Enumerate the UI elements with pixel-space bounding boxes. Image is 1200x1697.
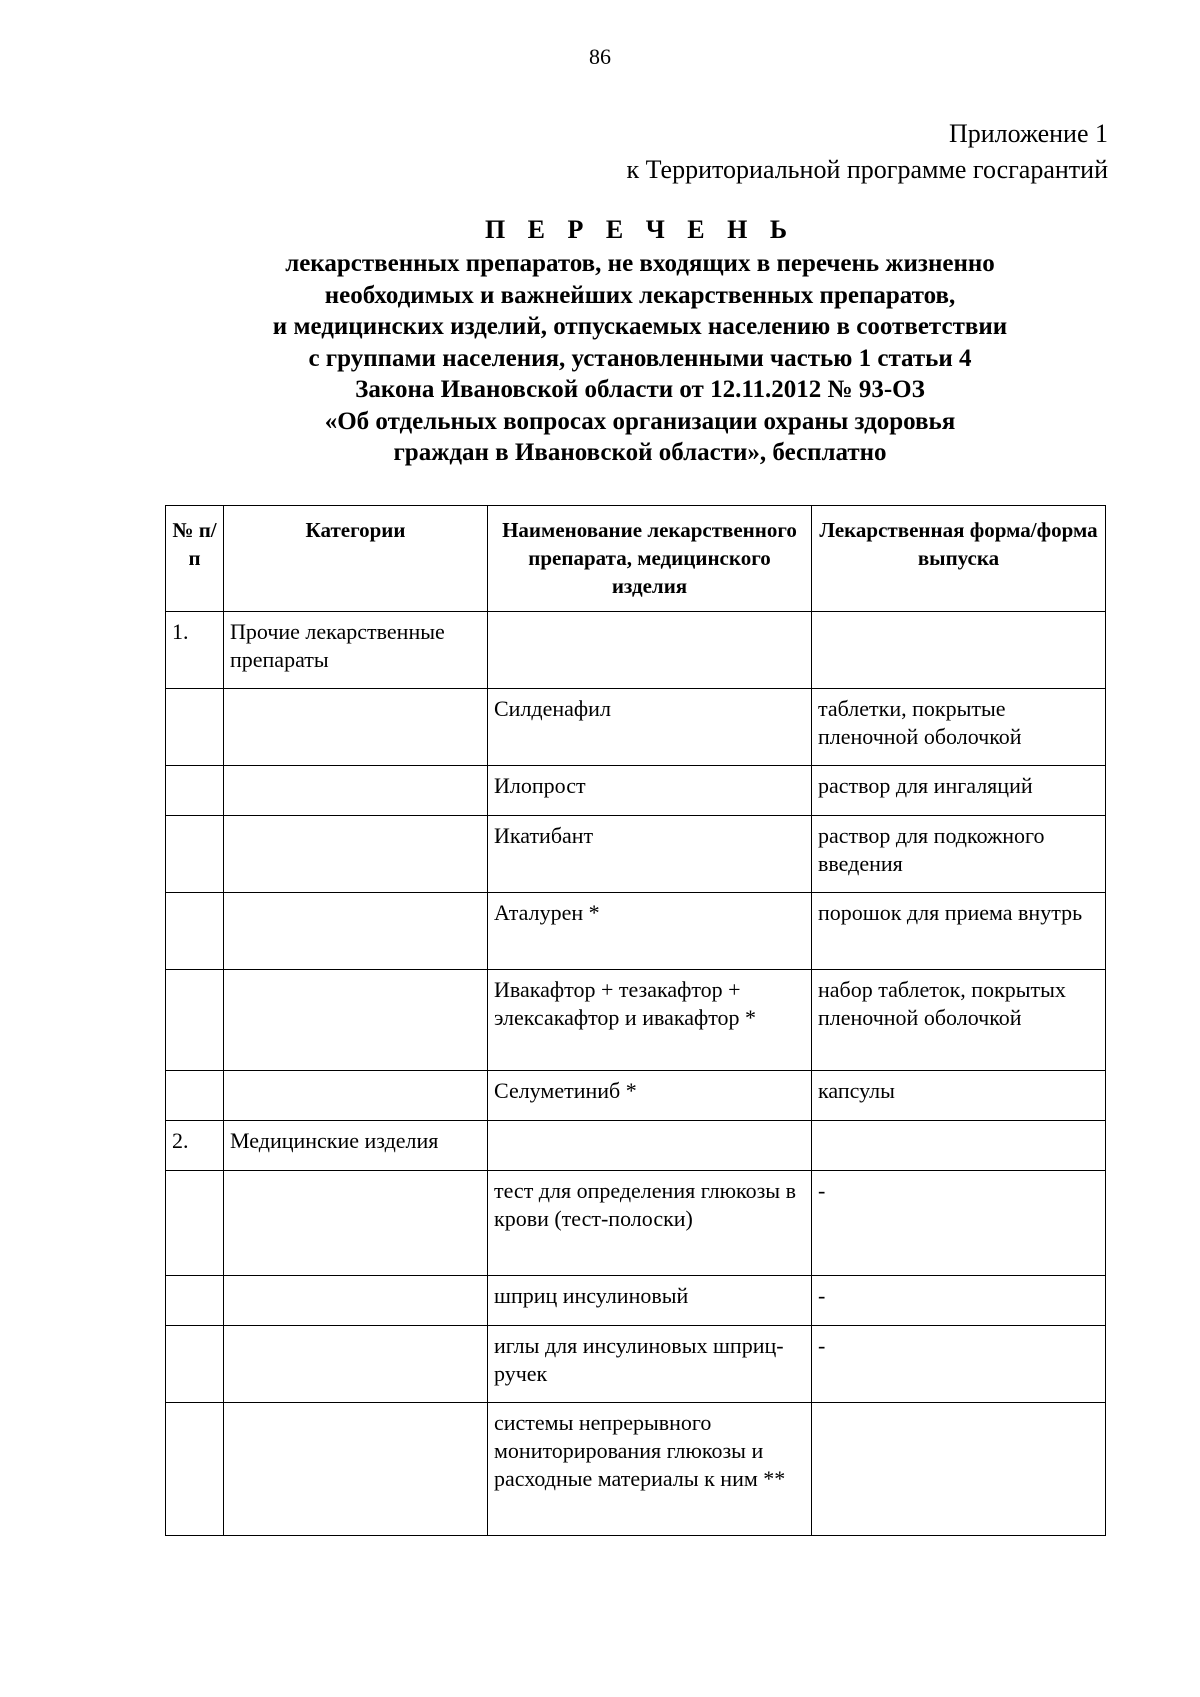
table-row — [166, 1071, 1106, 1121]
medicines-table — [165, 505, 1106, 1536]
cell-number: 2. — [166, 1121, 224, 1171]
cell-category — [224, 1403, 488, 1536]
header-form: Лекарственная форма/форма выпуска — [812, 506, 1106, 612]
cell-category: Прочие лекарственные препараты — [224, 612, 488, 689]
table-row — [166, 1326, 1106, 1403]
table-header-row — [166, 506, 1106, 612]
appendix-line-2: к Территориальной программе госгарантий — [626, 155, 1108, 184]
cell-category — [224, 1171, 488, 1276]
cell-category — [224, 970, 488, 1071]
cell-number — [166, 816, 224, 893]
header-name: Наименование лекарственного препарата, медицинского изделия — [488, 506, 812, 612]
cell-number — [166, 1276, 224, 1326]
table-row — [166, 893, 1106, 970]
title-line: с группами населения, установленными частью 1 статьи 4 — [308, 344, 972, 372]
cell-name: шприц инсулиновый — [488, 1276, 812, 1326]
cell-number — [166, 1171, 224, 1276]
cell-number — [166, 766, 224, 816]
cell-name: тест для определения глюкозы в крови (тест-полоски) — [488, 1171, 812, 1276]
cell-category: Медицинские изделия — [224, 1121, 488, 1171]
table-row — [166, 1121, 1106, 1171]
cell-name: Аталурен * — [488, 893, 812, 970]
cell-name: Ивакафтор + тезакафтор + элексакафтор и ивакафтор * — [488, 970, 812, 1071]
cell-name: системы непрерывного мониторирования глюкозы и расходные материалы к ним ** — [488, 1403, 812, 1536]
cell-form: порошок для приема внутрь — [812, 893, 1106, 970]
cell-form — [812, 1403, 1106, 1536]
cell-number — [166, 893, 224, 970]
cell-form: - — [812, 1276, 1106, 1326]
table-row — [166, 766, 1106, 816]
cell-name: Силденафил — [488, 689, 812, 766]
header-category: Категории — [224, 506, 488, 612]
cell-category — [224, 816, 488, 893]
cell-number: 1. — [166, 612, 224, 689]
cell-category — [224, 1071, 488, 1121]
table-row — [166, 1403, 1106, 1536]
table-row — [166, 970, 1106, 1071]
cell-form: таблетки, покрытые пленочной оболочкой — [812, 689, 1106, 766]
cell-form: раствор для ингаляций — [812, 766, 1106, 816]
cell-name — [488, 612, 812, 689]
cell-form: - — [812, 1171, 1106, 1276]
cell-number — [166, 970, 224, 1071]
cell-name: Селуметиниб * — [488, 1071, 812, 1121]
table-row — [166, 1171, 1106, 1276]
appendix-line-1: Приложение 1 — [948, 119, 1108, 148]
title-line: лекарственных препаратов, не входящих в перечень жизненно — [285, 250, 995, 277]
title-main: П Е Р Е Ч Е Н Ь — [484, 215, 796, 244]
appendix-note — [627, 116, 1108, 188]
cell-form — [812, 612, 1106, 689]
cell-name: иглы для инсулиновых шприц-ручек — [488, 1326, 812, 1403]
cell-form: набор таблеток, покрытых пленочной оболочкой — [812, 970, 1106, 1071]
table-row — [166, 689, 1106, 766]
cell-category — [224, 766, 488, 816]
cell-category — [224, 1326, 488, 1403]
cell-form: капсулы — [812, 1071, 1106, 1121]
cell-number — [166, 689, 224, 766]
cell-category — [224, 1276, 488, 1326]
cell-category — [224, 689, 488, 766]
table-row — [166, 816, 1106, 893]
title-line: граждан в Ивановской области», бесплатно — [393, 439, 887, 466]
cell-category — [224, 893, 488, 970]
title-line: необходимых и важнейших лекарственных препаратов, — [324, 281, 956, 309]
cell-form — [812, 1121, 1106, 1171]
table-row — [166, 612, 1106, 689]
title-line: и медицинских изделий, отпускаемых населению в соответствии — [272, 313, 1008, 340]
cell-name — [488, 1121, 812, 1171]
header-number: № п/п — [166, 506, 224, 612]
cell-form: - — [812, 1326, 1106, 1403]
title-line: Закона Ивановской области от 12.11.2012 № 93-ОЗ — [355, 376, 925, 403]
cell-number — [166, 1403, 224, 1536]
cell-name: Икатибант — [488, 816, 812, 893]
page-number: 86 — [589, 44, 611, 69]
table-row — [166, 1276, 1106, 1326]
cell-number — [166, 1326, 224, 1403]
title-line: «Об отдельных вопросах организации охраны здоровья — [324, 407, 956, 435]
document-title — [150, 214, 1130, 469]
cell-number — [166, 1071, 224, 1121]
cell-form: раствор для подкожного введения — [812, 816, 1106, 893]
cell-name: Илопрост — [488, 766, 812, 816]
